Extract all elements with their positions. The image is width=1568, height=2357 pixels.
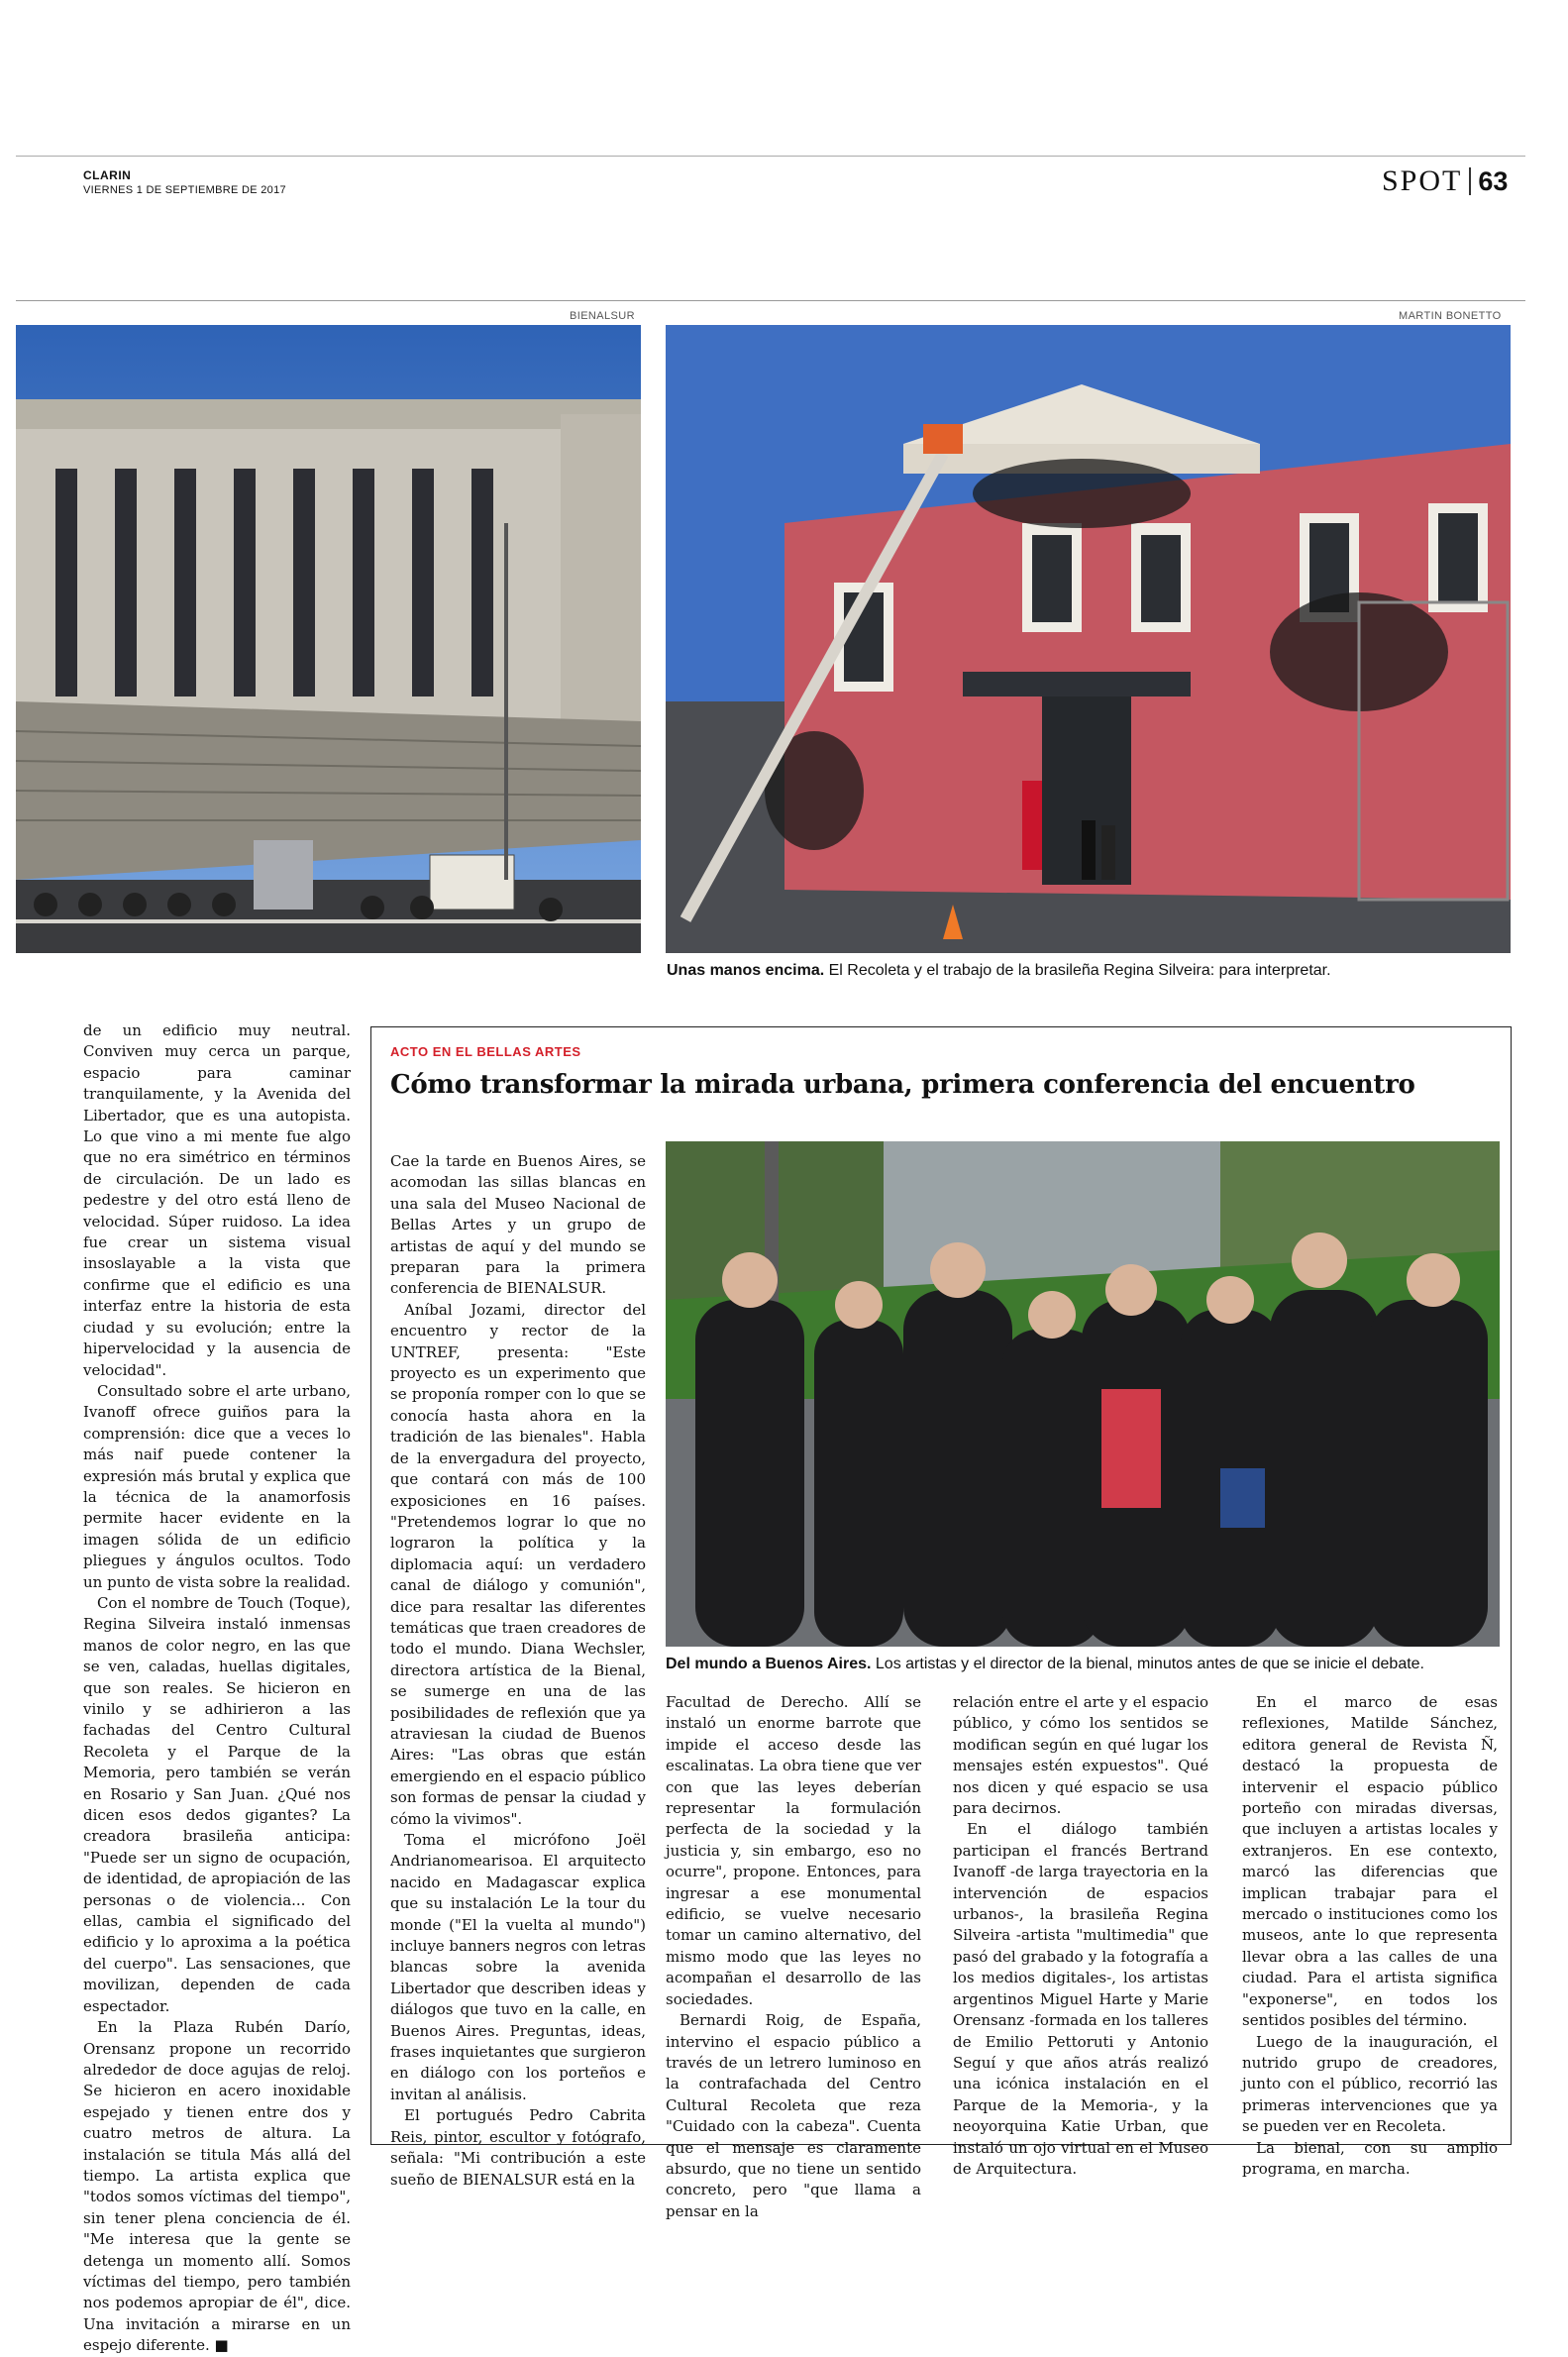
recoleta-caption (667, 961, 1518, 981)
law-faculty-image (16, 325, 641, 953)
photo-artists-group (666, 1141, 1500, 1647)
page-number: 63 (1478, 165, 1509, 196)
publication-name: CLARIN (83, 168, 132, 182)
group-caption (666, 1655, 1517, 1674)
right-photo-credit: MARTIN BONETTO (1399, 310, 1502, 322)
publication-date: VIERNES 1 DE SEPTIEMBRE DE 2017 (83, 184, 286, 196)
photo-recoleta (666, 325, 1511, 953)
recoleta-caption-title: Unas manos encima. (667, 962, 825, 979)
group-caption-title: Del mundo a Buenos Aires. (666, 1656, 872, 1672)
sidebar-headline: Cómo transformar la mirada urbana, primera conferencia del encuentro (390, 1070, 1415, 1100)
sidebar-column-2 (666, 1692, 921, 2220)
recoleta-image (666, 325, 1511, 953)
sidebar-col4-paragraph-1: En el marco de esas reflexiones, Matilde Sánchez, editora general de Revista Ñ, destacó la propuesta de intervenir el espacio público porteño con miradas diversas, que incluyen a artistas locales y extranjeros. En ese contexto, marcó las diferencias que implican trabajar para el mercado o instituciones como los museos, ante lo que representa llevar obra a las calles de una ciudad. Para el artista significa "exponerse", en todos los sentidos posibles del término. (1242, 1693, 1498, 2030)
sidebar-col1-paragraph-3: Toma el micrófono Joël Andrianomearisoa. El arquitecto nacido en Madagascar explica que su instalación Le la tour du monde ("El la vuelta al mundo") incluye banners negros con letras blancas sobre la avenida Libertador que describen ideas y diálogos que tuvo en la calle, en Buenos Aires. Preguntas, ideas, frases inquietantes que surgieron en diálogo con los porteños e invitan al análisis. (390, 1831, 646, 2103)
left-photo-credit: BIENALSUR (570, 310, 635, 322)
photo-law-faculty (16, 325, 641, 953)
sidebar-column-4 (1242, 1692, 1498, 2178)
recoleta-caption-text: El Recoleta y el trabajo de la brasileña Regina Silveira: para interpretar. (824, 962, 1331, 979)
sidebar-col3-paragraph-2: En el diálogo también participan el francés Bertrand Ivanoff -de larga trayectoria en la intervención de espacios urbanos-, la brasileña Regina Silveira -artista "multimedia" que pasó del grabado y la fotografía a los medios digitales-, los artistas argentinos Miguel Harte y Marie Orensanz -formada en los talleres de Emilio Pettoruti y Antonio Seguí y que años atrás realizó una icónica instalación en el Parque de la Memoria-, y la neoyorquina Katie Urban, que instaló un ojo virtual en el Museo de Arquitectura. (953, 1820, 1208, 2178)
sidebar-column-1 (390, 1151, 646, 2189)
sidebar-column-3 (953, 1692, 1208, 2178)
artists-group-image (666, 1141, 1500, 1647)
sidebar-col2-paragraph-2: Bernardi Roig, de España, intervino el espacio público a través de un letrero luminoso en la contrafachada del Centro Cultural Recoleta que reza "Cuidado con la cabeza". Cuenta que el mensaje es claramente absurdo, que no tiene un sentido concreto, pero "que llama a pensar en la (666, 2011, 921, 2220)
sidebar-col4-paragraph-2: Luego de la inauguración, el nutrido grupo de creadores, junto con el público, recorrió las primeras intervenciones que ya se pueden ver en Recoleta. (1242, 2032, 1498, 2136)
folio-divider (1469, 167, 1471, 195)
header-top-rule (16, 156, 1525, 157)
left-paragraph-4: En la Plaza Rubén Darío, Orensanz propone un recorrido alrededor de doce agujas de reloj. Se hicieron en acero inoxidable espejado y tienen entre dos y cuatro metros de altura. La instalación se titula Más allá del tiempo. La artista explica que "todos somos víctimas del tiempo", sin tener plena conciencia de él. "Me interesa que la gente se detenga un momento allí. Somos víctimas del tiempo, pero también nos podemos apropiar de él", dice. Una invitación a mirarse en un espejo diferente. ■ (83, 2018, 351, 2355)
sidebar-col2-paragraph-1: Facultad de Derecho. Allí se instaló un enorme barrote que impide el acceso desde las escalinatas. La obra tiene que ver con que las leyes deberían representar la formulación perfecta de la sociedad y la justicia y, sin embargo, eso no ocurre", propone. Entonces, para ingresar a ese monumental edificio, se vuelve necesario tomar un camino alternativo, del mismo modo que las leyes no acompañan el desarrollo de las sociedades. (666, 1693, 921, 2008)
sidebar-col4-paragraph-3: La bienal, con su amplio programa, en marcha. (1242, 2138, 1498, 2178)
section-name: SPOT (1382, 164, 1463, 197)
sidebar-col1-paragraph-4: El portugués Pedro Cabrita Reis, pintor, escultor y fotógrafo, señala: "Mi contribución a este sueño de BIENALSUR está en la (390, 2106, 646, 2189)
left-paragraph-3: Con el nombre de Touch (Toque), Regina Silveira instaló inmensas manos de color negro, en las que se ven, caladas, huellas digitales, que son reales. Se hicieron en vinilo y se adhirieron a las fachadas del Centro Cultural Recoleta y el Parque de la Memoria, pero también se verán en Rosario y San Juan. ¿Qué nos dicen esos dedos gigantes? La creadora brasileña anticipa: "Puede ser un signo de ocupación, de identidad, de apropiación de las personas o de violencia... Con ellas, cambia el significado del edificio y lo aproxima a la poética del cuerpo". Las sensaciones, que movilizan, dependen de cada espectador. (83, 1593, 351, 2015)
sidebar-kicker: ACTO EN EL BELLAS ARTES (390, 1044, 581, 1059)
sidebar-col1-paragraph-2: Aníbal Jozami, director del encuentro y rector de la UNTREF, presenta: "Este proyecto es un experimento que se proponía romper con lo que se conocía hasta ahora en la tradición de las bienales". Habla de la envergadura del proyecto, que contará con más de 100 exposiciones en 16 países. "Pretendemos lograr lo que no lograron la política y la diplomacia aquí: un verdadero canal de diálogo y comunión", dice para resaltar las diferentes temáticas que traen creadores de todo el mundo. Diana Wechsler, directora artística de la Bienal, se sumerge en una de las posibilidades de reflexión que ya atraviesan la ciudad de Buenos Aires: "Las obras que están emergiendo en el espacio público son formas de pensar la ciudad y cómo la vivimos". (390, 1300, 646, 1828)
left-paragraph-1: de un edificio muy neutral. Conviven muy cerca un parque, espacio para caminar tranquilamente, y la Avenida del Libertador, que es una autopista. Lo que vino a mi mente fue algo que no era simétrico en términos de circulación. De un lado es pedestre y del otro está lleno de velocidad. Súper ruidoso. La idea fue crear un sistema visual insoslayable a la vista que confirme que el edificio es una interfaz entre la historia de esta ciudad y su evolución; entre la hipervelocidad y la ausencia de velocidad". (83, 1021, 351, 1379)
photo-top-rule (16, 300, 1525, 301)
page-folio (1382, 164, 1508, 198)
sidebar-col3-paragraph-1: relación entre el arte y el espacio público, y cómo los sentidos se modifican según en qué lugar los mensajes estén expuestos". Qué nos dicen y qué espacio se usa para decirnos. (953, 1693, 1208, 1818)
sidebar-col1-paragraph-1: Cae la tarde en Buenos Aires, se acomodan las sillas blancas en una sala del Museo Nacional de Bellas Artes y un grupo de artistas de aquí y del mundo se preparan para la primera conferencia de BIENALSUR. (390, 1152, 646, 1298)
left-paragraph-2: Consultado sobre el arte urbano, Ivanoff ofrece guiños para la comprensión: dice que a veces lo más naif puede contener la expresión más brutal y explica que la técnica de la anamorfosis permite hacer evidente en la imagen sólida de un edificio pliegues y ángulos ocultos. Todo un punto de vista sobre la realidad. (83, 1381, 351, 1591)
group-caption-text: Los artistas y el director de la bienal, minutos antes de que se inicie el debate. (871, 1656, 1424, 1672)
left-article-column (83, 1020, 351, 2355)
